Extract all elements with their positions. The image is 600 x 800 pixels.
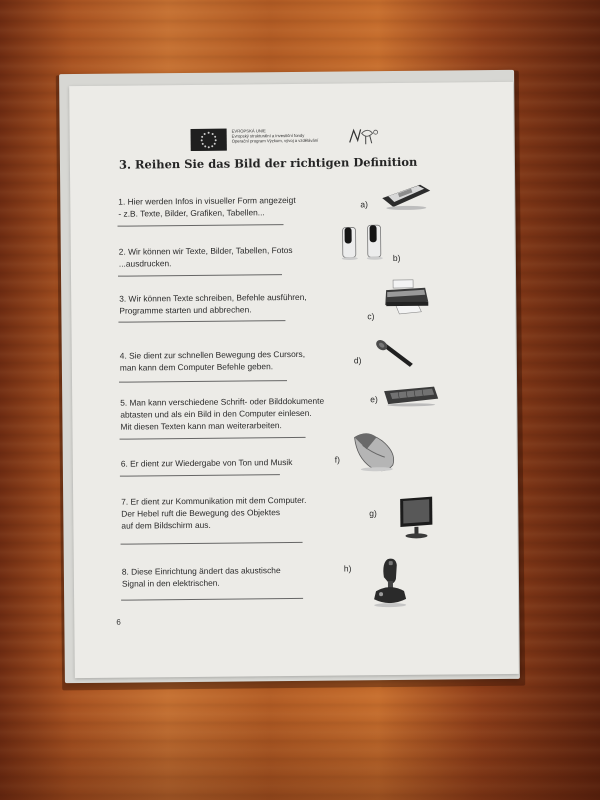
question-3-line-1: 3. Wir können Texte schreiben, Befehle ausführen, <box>119 291 307 304</box>
header-logos <box>70 120 514 156</box>
wooden-table-shadow <box>0 705 600 800</box>
question-8 <box>122 564 281 590</box>
question-4-line-1: 4. Sie dient zur schnellen Bewegung des Cursors, <box>119 348 306 361</box>
keyboard-icon <box>380 379 442 413</box>
option-letter-a: a) <box>360 199 368 210</box>
answer-line-5[interactable] <box>120 437 306 440</box>
answer-line-1[interactable] <box>118 224 284 227</box>
question-7-line-3: auf dem Bildschirm aus. <box>121 519 211 531</box>
question-4 <box>120 348 306 374</box>
question-7 <box>121 494 307 532</box>
question-8-line-1: 8. Diese Einrichtung ändert das akustische <box>121 565 281 577</box>
question-1 <box>118 194 296 220</box>
option-letter-h: h) <box>343 563 352 574</box>
eu-line-3: Operační program Výzkum, vývoj a vzdělávání <box>231 137 319 144</box>
npi-logo-icon <box>346 125 386 147</box>
question-5-line-3: Mit diesen Texten kann man weiterarbeiten. <box>120 420 282 432</box>
eu-line-2: Evropský strukturální a investiční fondy <box>231 132 305 139</box>
worksheet-title: 3. Reihen Sie das Bild der richtigen Definition <box>118 154 418 172</box>
question-2-line-1: 2. Wir können wir Texte, Bilder, Tabellen, Fotos <box>118 245 293 257</box>
eu-line-1: EVROPSKÁ UNIE <box>231 128 266 134</box>
question-5-line-2: abtasten und als ein Bild in den Computer einlesen. <box>120 407 312 420</box>
question-7-line-2: Der Hebel ruft die Bewegung des Objektes <box>121 507 281 519</box>
answer-line-8[interactable] <box>121 598 303 601</box>
option-letter-c: c) <box>367 311 375 322</box>
question-2 <box>119 244 293 270</box>
question-6 <box>121 456 293 470</box>
eu-flag-icon <box>191 129 227 151</box>
printer-icon <box>381 278 433 323</box>
option-letter-b: b) <box>392 252 401 264</box>
monitor-icon <box>397 495 437 546</box>
option-letter-d: d) <box>353 355 362 366</box>
question-1-line-1: 1. Hier werden Infos in visueller Form angezeigt <box>118 194 296 207</box>
question-3-line-2: Programme starten und abbrechen. <box>119 304 252 316</box>
question-5-line-1: 5. Man kann verschiedene Schrift- oder Bilddokumente <box>120 395 325 408</box>
page-number: 6 <box>116 617 121 627</box>
answer-line-4[interactable] <box>119 380 287 383</box>
answer-line-7[interactable] <box>121 542 303 545</box>
answer-line-6[interactable] <box>120 474 280 477</box>
question-3 <box>119 291 307 317</box>
question-6-line-1: 6. Er dient zur Wiedergabe von Ton und Musik <box>120 457 293 469</box>
answer-line-2[interactable] <box>118 274 282 277</box>
scanner-icon <box>380 181 432 216</box>
joystick-icon <box>370 555 411 614</box>
option-letter-g: g) <box>369 508 377 519</box>
question-2-line-2: ...ausdrucken. <box>118 258 172 269</box>
mouse-icon <box>348 429 400 478</box>
question-4-line-2: man kann dem Computer Befehle geben. <box>119 361 274 373</box>
option-letter-f: f) <box>334 454 341 465</box>
question-1-line-2: - z.B. Texte, Bilder, Grafiken, Tabellen... <box>118 207 265 219</box>
worksheet-page <box>69 82 519 678</box>
question-5 <box>120 395 324 433</box>
question-8-line-2: Signal in den elektrischen. <box>121 577 220 589</box>
option-letter-e: e) <box>370 394 378 405</box>
speakers-icon <box>341 223 393 268</box>
answer-line-3[interactable] <box>118 320 285 323</box>
microphone-icon <box>370 337 422 376</box>
question-7-line-1: 7. Er dient zur Kommunikation mit dem Computer. <box>121 494 307 507</box>
